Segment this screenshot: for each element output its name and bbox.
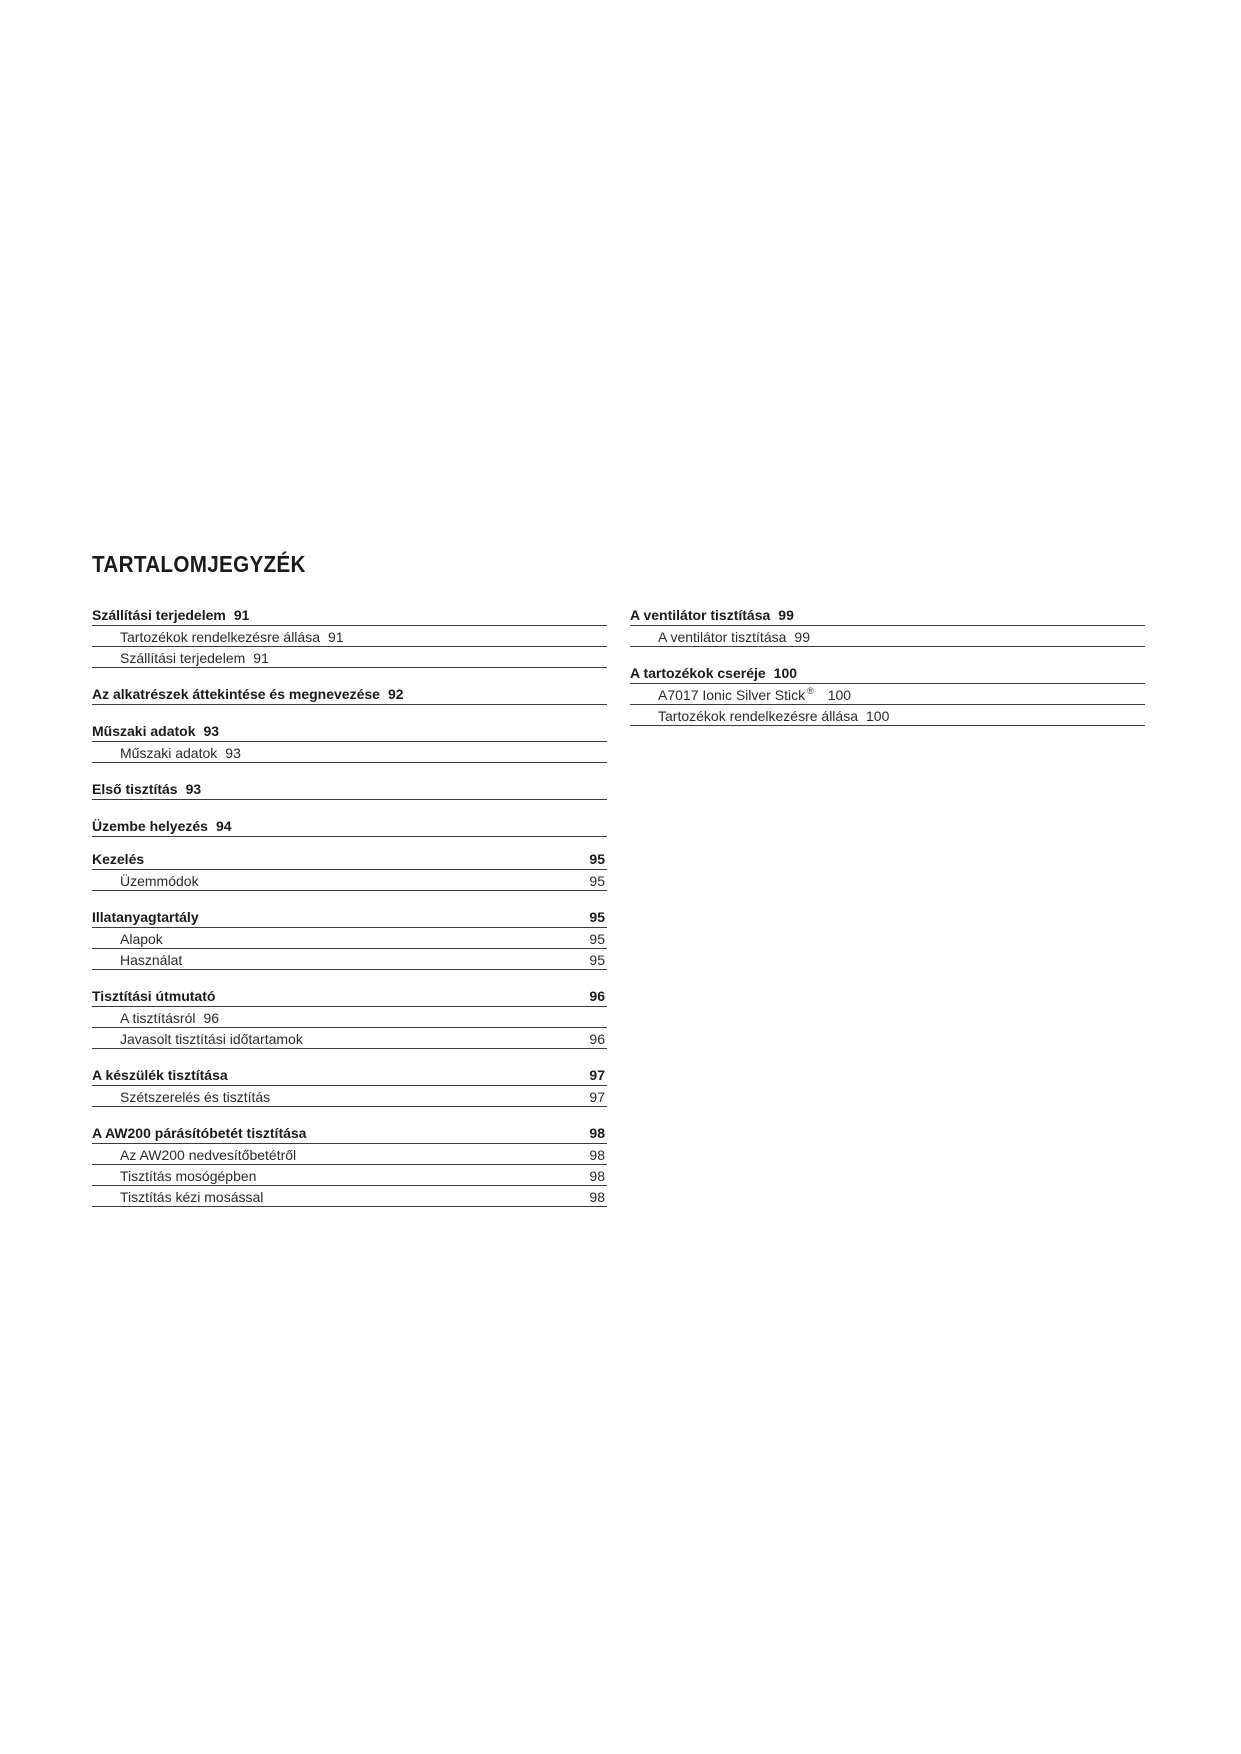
toc-heading-label	[92, 781, 201, 797]
toc-page-number: 96	[589, 988, 605, 1004]
toc-heading[interactable]	[92, 814, 607, 837]
toc-entry[interactable]	[630, 684, 1145, 705]
toc-entry-label	[120, 873, 199, 889]
toc-page-number: 92	[387, 686, 404, 702]
toc-entry-label	[120, 1147, 296, 1163]
toc-heading-text: Első tisztítás	[92, 781, 178, 797]
toc-right-column	[630, 603, 1145, 726]
toc-heading-label	[92, 909, 199, 925]
toc-section	[92, 777, 607, 800]
toc-page-number: 96	[589, 1031, 605, 1047]
toc-heading[interactable]	[92, 719, 607, 742]
toc-entry-label	[120, 931, 163, 947]
toc-section	[92, 814, 607, 837]
toc-entry-label	[120, 1089, 270, 1105]
toc-heading-label	[92, 1067, 228, 1083]
toc-entry-text: Tisztítás mosógépben	[120, 1168, 257, 1184]
toc-heading-text: A ventilátor tisztítása	[630, 607, 771, 623]
toc-page-number: 96	[203, 1010, 220, 1026]
toc-entry-text: Szállítási terjedelem	[120, 650, 246, 666]
toc-entry-text: Alapok	[120, 931, 163, 947]
toc-entry-text: Műszaki adatok	[120, 745, 218, 761]
toc-entry-text: Javasolt tisztítási időtartamok	[120, 1031, 303, 1047]
toc-section	[92, 984, 607, 1049]
toc-entry[interactable]	[630, 705, 1145, 726]
toc-heading-text: Illatanyagtartály	[92, 909, 199, 925]
registered-mark: ®	[807, 686, 814, 697]
toc-entry-text: A7017 Ionic Silver Stick	[658, 687, 806, 703]
toc-section	[92, 603, 607, 668]
toc-entry[interactable]	[630, 626, 1145, 647]
toc-entry-text: Használat	[120, 952, 183, 968]
toc-heading-label	[92, 686, 404, 702]
toc-heading[interactable]	[92, 1063, 607, 1086]
toc-heading-text: Kezelés	[92, 851, 145, 867]
toc-heading-label	[92, 607, 249, 623]
toc-heading-label	[92, 851, 144, 867]
toc-entry[interactable]	[92, 1086, 607, 1107]
toc-heading[interactable]	[630, 661, 1145, 684]
toc-entry-text: Az AW200 nedvesítőbetétről	[120, 1147, 297, 1163]
toc-entry-text: Üzemmódok	[120, 873, 199, 889]
toc-page-number: 100	[827, 687, 852, 703]
toc-section	[92, 847, 607, 891]
toc-heading[interactable]	[92, 682, 607, 705]
toc-heading-text: Az alkatrészek áttekintése és megnevezése	[92, 686, 380, 702]
toc-heading-label	[92, 723, 219, 739]
toc-heading[interactable]	[92, 603, 607, 626]
toc-page-number: 93	[185, 781, 202, 797]
toc-entry-text: Tisztítás kézi mosással	[120, 1189, 264, 1205]
toc-section	[92, 1063, 607, 1107]
toc-heading-text: A tartozékok cseréje	[630, 665, 766, 681]
toc-entry[interactable]	[92, 1007, 607, 1028]
toc-entry[interactable]	[92, 928, 607, 949]
toc-entry-label	[120, 650, 269, 666]
toc-page-number: 98	[589, 1168, 605, 1184]
toc-heading-label	[630, 665, 797, 681]
toc-entry-text: A tisztításról	[120, 1010, 196, 1026]
toc-heading-label	[630, 607, 794, 623]
toc-page-number: 100	[866, 708, 890, 724]
toc-entry-label	[658, 629, 810, 645]
toc-heading-text: Műszaki adatok	[92, 723, 196, 739]
toc-entry-label	[658, 708, 889, 724]
toc-heading-text: Üzembe helyezés	[92, 818, 208, 834]
toc-page-number: 95	[589, 931, 605, 947]
toc-entry-label	[120, 629, 344, 645]
toc-heading-text: A AW200 párásítóbetét tisztítása	[92, 1125, 307, 1141]
toc-section	[92, 682, 607, 705]
toc-page-number: 95	[589, 952, 605, 968]
toc-section	[92, 719, 607, 763]
toc-heading[interactable]	[92, 984, 607, 1007]
toc-heading[interactable]	[92, 1121, 607, 1144]
toc-heading-text: Szállítási terjedelem	[92, 607, 226, 623]
toc-entry-text: Tartozékok rendelkezésre állása	[120, 629, 320, 645]
toc-page-number: 91	[233, 607, 250, 623]
toc-section	[92, 1121, 607, 1207]
toc-heading-label	[92, 818, 232, 834]
toc-entry-label	[120, 745, 241, 761]
toc-entry-label	[120, 1031, 303, 1047]
toc-section	[630, 661, 1145, 726]
toc-heading[interactable]	[630, 603, 1145, 626]
toc-heading-text: A készülék tisztítása	[92, 1067, 228, 1083]
page-title: TARTALOMJEGYZÉK	[92, 551, 306, 577]
toc-entry[interactable]	[92, 949, 607, 970]
toc-heading[interactable]	[92, 905, 607, 928]
toc-page-number: 98	[589, 1189, 605, 1205]
toc-page-number: 97	[589, 1089, 605, 1105]
toc-entry[interactable]	[92, 870, 607, 891]
toc-entry-text: A ventilátor tisztítása	[658, 629, 787, 645]
toc-page-number: 99	[794, 629, 810, 645]
toc-entry-label	[120, 952, 182, 968]
toc-page-number: 95	[589, 851, 605, 867]
toc-page-number: 98	[589, 1147, 605, 1163]
toc-entry[interactable]	[92, 1028, 607, 1049]
toc-entry-label	[120, 1168, 256, 1184]
toc-page-number: 98	[589, 1125, 605, 1141]
toc-entry[interactable]	[92, 1144, 607, 1165]
toc-heading[interactable]	[92, 777, 607, 800]
toc-entry[interactable]	[92, 742, 607, 763]
toc-page-number: 95	[589, 909, 605, 925]
toc-entry-label	[120, 1189, 263, 1205]
toc-heading[interactable]	[92, 847, 607, 870]
toc-page-number: 93	[225, 745, 241, 761]
toc-entry-text: Tartozékok rendelkezésre állása	[658, 708, 858, 724]
toc-heading-label	[92, 1125, 306, 1141]
toc-entry-text: Szétszerelés és tisztítás	[120, 1089, 271, 1105]
toc-page-number: 91	[328, 629, 344, 645]
toc-page-number: 97	[589, 1067, 605, 1083]
toc-entry[interactable]	[92, 1186, 607, 1207]
toc-page-number: 99	[778, 607, 794, 623]
toc-entry-label	[658, 687, 851, 703]
toc-page-number: 93	[203, 723, 220, 739]
toc-heading-text: Tisztítási útmutató	[92, 988, 216, 1004]
toc-heading-label	[92, 988, 215, 1004]
toc-section	[630, 603, 1145, 647]
toc-entry[interactable]	[92, 647, 607, 668]
toc-page-number: 94	[215, 818, 232, 834]
toc-left-column	[92, 603, 607, 1207]
toc-page-number: 91	[253, 650, 269, 666]
toc-entry-label	[120, 1010, 219, 1026]
toc-page-number: 100	[773, 665, 798, 681]
toc-section	[92, 905, 607, 970]
toc-page-number: 95	[589, 873, 605, 889]
toc-entry[interactable]	[92, 1165, 607, 1186]
toc-entry[interactable]	[92, 626, 607, 647]
